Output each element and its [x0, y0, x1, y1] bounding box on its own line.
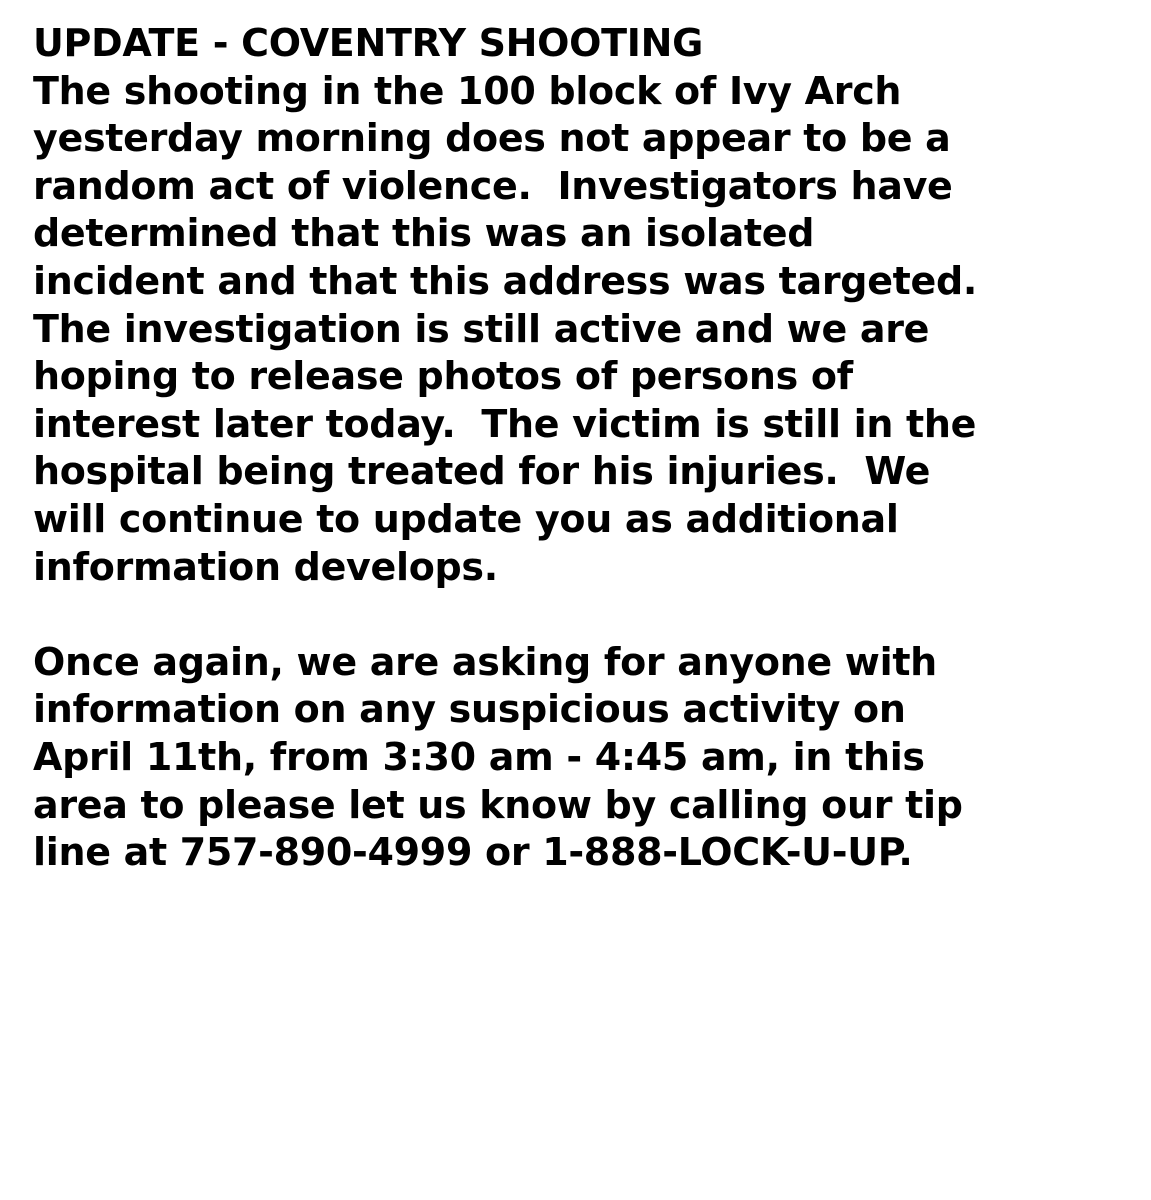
text-line: hospital being treated for his injuries. We	[33, 449, 931, 494]
note-title: UPDATE - COVENTRY SHOOTING	[33, 21, 704, 65]
paragraph-tip-request	[33, 639, 1143, 877]
paragraph-spacer	[33, 591, 1143, 639]
text-line: The shooting in the 100 block of Ivy Arch	[33, 68, 902, 113]
text-line: line at 757-890-4999 or 1-888-LOCK-U-UP.	[33, 830, 913, 875]
text-line: incident and that this address was targeted.	[33, 258, 978, 303]
text-line: hoping to release photos of persons of	[33, 354, 853, 399]
text-line: yesterday morning does not appear to be a	[33, 116, 951, 161]
text-line: April 11th, from 3:30 am - 4:45 am, in this	[33, 734, 925, 779]
text-line: information develops.	[33, 544, 498, 589]
text-line: will continue to update you as additional	[33, 496, 899, 541]
text-line: determined that this was an isolated	[33, 211, 815, 256]
paragraph-investigation-update	[33, 68, 1143, 592]
text-line: information on any suspicious activity on	[33, 687, 906, 732]
text-line: random act of violence. Investigators have	[33, 163, 953, 208]
text-line: Once again, we are asking for anyone with	[33, 639, 937, 684]
text-line: The investigation is still active and we are	[33, 306, 930, 351]
text-line: area to please let us know by calling our tip	[33, 782, 963, 827]
notes-document	[33, 20, 1143, 877]
text-line: interest later today. The victim is still in the	[33, 401, 977, 446]
